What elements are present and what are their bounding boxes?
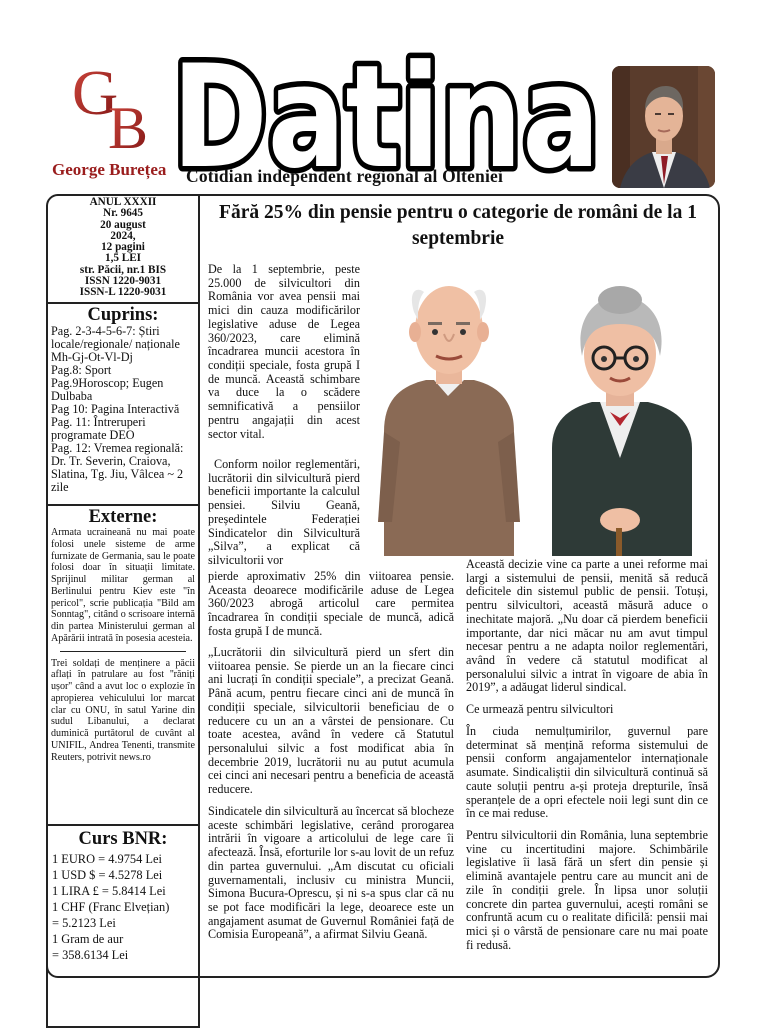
article-paragraph: Conform noilor reglementări, lucrătorii din silvicultură pierd beneficii importante la calculul pensiei. Silviu Geană, președintele Federației Sindicatelor din Silvicultură „Silva”, a explicat că silvicultorii vor xyxy=(208,457,360,568)
divider xyxy=(60,651,186,652)
left-sidebar xyxy=(46,194,200,978)
exchange-rate-line: = 358.6134 Lei xyxy=(52,948,129,962)
article-paragraph: pierde aproximativ 25% din viitoarea pensie. Aceasta deoarece modificările aduse de Legea 360/2023 abrogă articolul care permitea încadrarea în condiții speciale de muncă, adică fosta grupă I de muncă. xyxy=(208,569,454,638)
newspaper-title xyxy=(166,42,606,180)
article-column-left xyxy=(208,646,454,950)
article-paragraph: În ciuda nemulțumirilor, guvernul pare determinat să mențină reforma sistemului de pensii conform angajamentelor internaționale asumate. Sindicaliștii din silvicultură continuă să caute soluții pentru a-și proteja drepturile, însă speranțele de a opri efectele noii legi sunt din ce în ce mai reduse. xyxy=(466,723,708,821)
issue-info-line: 12 pagini xyxy=(101,241,145,254)
article-paragraph: Această decizie vine ca parte a unei reforme mai largi a sistemului de pensii, menită să reducă deficitele din sistemul public de pensii. Totuși, pentru silvicultori, această măsură aduce o inechitate majoră. „Nu doar că pierdem beneficii importante, dar nici măcar nu am avut timpul necesar pentru a ne adapta noilor reglementări, având în vedere că statutul modificat al personalului silvic a intrat în vigoare de abia în 2019”, a adăugat liderul sindical. xyxy=(466,557,708,695)
article-paragraph: Pentru silvicultorii din România, luna septembrie vine cu incertitudini majore. Schimbările legislative îi lasă fără un sfert din pensie și elimină avantajele pentru care au muncit ani de zile în condiții grele. În lipsa unor soluții concrete din partea guvernului, acești români se confruntă acum cu o realitate dificilă: pensii mai mici și o vârstă de pensionare care nu mai poate fi redusă. xyxy=(466,827,708,952)
issue-info-line: ANUL XXXII xyxy=(89,196,157,208)
svg-text:B: B xyxy=(108,95,149,152)
article-paragraph: Sindicatele din silvicultură au încercat să blocheze aceste schimbări legislative, cerând prorogarea intrării în vigoare a articolului de lege care îi afectează. Însă, eforturile lor s-au lovit de un refuz din partea guvernului. „Am discutat cu oficiali guvernamentali, inclusiv cu ministra Muncii, Simona Bucura-Oprescu, și ni s-a spus clar că nu se pot face modificări la lege, deoarece este un angajament asumat de Guvernul României față de Comisia Europeană”, a afirmat Silviu Geană. xyxy=(208,803,454,942)
issue-info-line: 2024, xyxy=(110,229,136,242)
issue-info-line: 1,5 LEI xyxy=(104,252,142,265)
issue-info-line: str. Păcii, nr.1 BIS xyxy=(79,263,167,276)
contents-title: Cuprins: xyxy=(87,305,159,325)
issue-info-line: 20 august xyxy=(100,218,146,231)
foreign-news-item: Armata ucraineană nu mai poate folosi unele sisteme de arme furnizate de Germania, sau le poate folosi doar în situații limitate. Sprijinul militar german al Berlinului pentru Kiev este "în pericol", scrie publicația "Bild am Sonntag", citând o scrisoare internă din partea Ministerului german al Apărării intrată în posesia acesteia. xyxy=(51,527,195,644)
elderly-couple-illustration xyxy=(378,272,708,556)
exchange-rate-line: 1 USD $ = 4.5278 Lei xyxy=(52,868,163,882)
article-headline: Fără 25% din pensie pentru o categorie de români de la 1 septembrie xyxy=(219,202,697,249)
contents-item: Pag.9Horoscop; Eugen Dulbaba xyxy=(51,376,164,403)
contents-item: Pag. 11: Întreruperi programate DEO xyxy=(51,415,146,442)
article-column-right xyxy=(466,558,708,960)
newspaper-title-text: Datina xyxy=(172,42,600,180)
contents-box xyxy=(46,302,200,508)
newspaper-subtitle: Cotidian independent regional al Olteniei xyxy=(186,166,504,186)
foreign-news-title: Externe: xyxy=(88,507,158,527)
exchange-rates-title: Curs BNR: xyxy=(78,829,168,849)
issue-info-box xyxy=(46,194,200,306)
foreign-news-item: Trei soldați de menținere a păcii aflați în patrulare au fost ''răniți ușor'' când a avut loc o explozie în apropierea vehiculului lor marcat clar cu ONU, în satul Yarine din sudul Libanului, a declarat duminică purtătorul de cuvânt al UNIFIL, Andrea Tenenti, transmite Reuters, potrivit news.ro xyxy=(51,657,195,763)
exchange-rate-line: 1 EURO = 4.9754 Lei xyxy=(52,852,162,866)
contents-item: Pag. 2-3-4-5-6-7: Știri locale/regionale/ naționale Mh-Gj-Ot-Vl-Dj xyxy=(51,324,180,364)
exchange-rate-line: 1 LIRA £ = 5.8414 Lei xyxy=(52,884,166,898)
issue-info-line: ISSN 1220-9031 xyxy=(84,275,162,288)
contents-item: Pag. 12: Vremea regională: Dr. Tr. Severin, Craiova, Slatina, Tg. Jiu, Vâlcea ~ 2 zile xyxy=(51,441,184,494)
exchange-rate-line: = 5.2123 Lei xyxy=(52,916,116,930)
issue-info-line: ISSN-L 1220-9031 xyxy=(79,286,167,299)
publisher-name: George Burețea xyxy=(52,160,167,179)
exchange-rates-box xyxy=(46,824,200,978)
publisher-photo xyxy=(612,66,715,188)
article-paragraph: „Lucrătorii din silvicultură pierd un sfert din viitoarea pensie. Se pierde un an la fiecare cinci ani lucrați în condiții speciale”, a precizat Geană. Până acum, pentru fiecare cinci ani de muncă în condiții speciale, silvicultorii beneficiau de o reducere cu un an a vârstei de pensionare. Cu toate acestea, având în vedere că Statutul personalului silvic a fost modificat abia în decembrie 2019, lucrătorii nu au putut acumula cei cinci ani necesari pentru a beneficia de această reducere. xyxy=(208,645,454,797)
contents-item: Pag.8: Sport xyxy=(51,363,112,377)
article-subheading: Ce urmează pentru silvicultori xyxy=(466,702,614,717)
article-paragraph: De la 1 septembrie, peste 25.000 de silvicultori din România vor avea pensii mai mici din cauza modificărilor legislative aduse de Legea 360/2023, care elimină încadrarea muncii acestora în condiții speciale, fosta grupă I de muncă. Această schimbare va duce la o scădere semnificativă a pensiilor pentru angajații din acest sector vital. xyxy=(208,262,360,441)
svg-text:G: G xyxy=(72,58,119,128)
exchange-rate-line: 1 CHF (Franc Elvețian) xyxy=(52,900,170,914)
contents-item: Pag 10: Pagina Interactivă xyxy=(51,402,180,416)
exchange-rate-line: 1 Gram de aur xyxy=(52,932,124,946)
gb-logo xyxy=(70,58,154,152)
issue-info-line: Nr. 9645 xyxy=(103,207,143,220)
